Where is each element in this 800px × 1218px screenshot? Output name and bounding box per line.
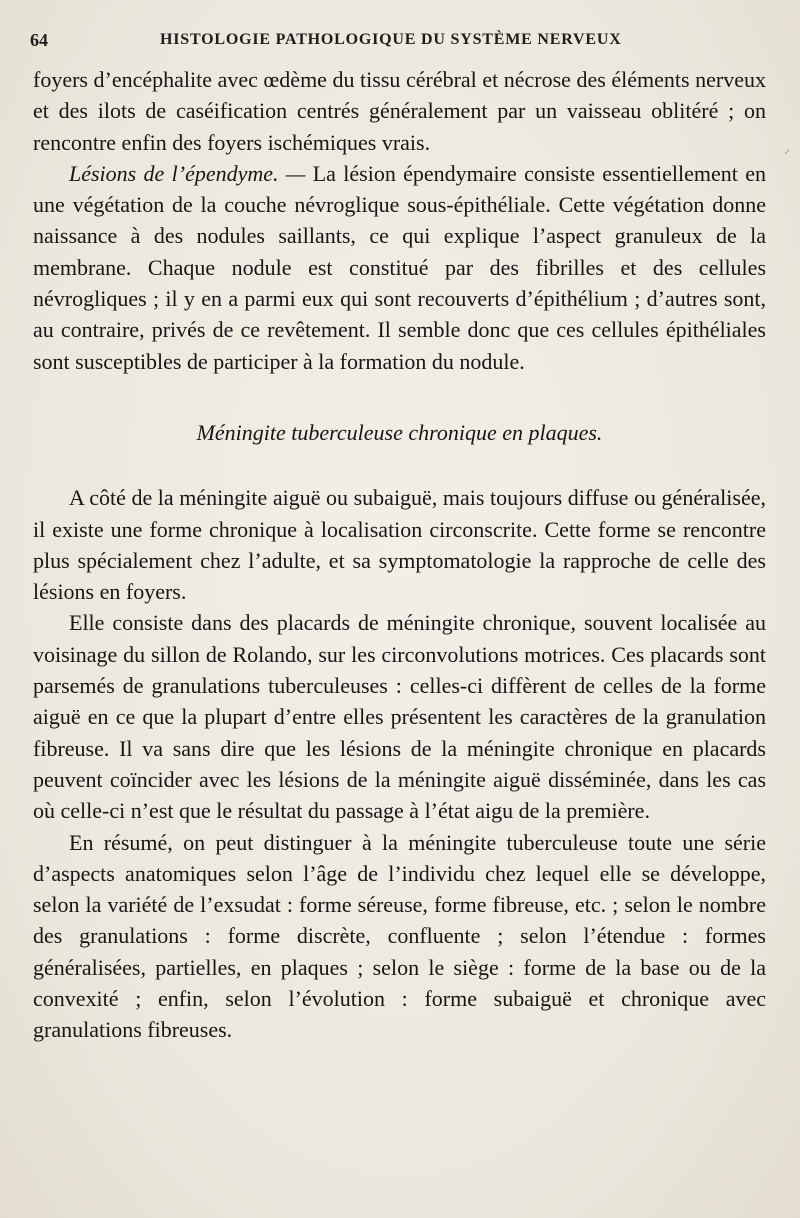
paragraph-placards: Elle consiste dans des placards de méningite chronique, souvent localisée au voisinage du sillon de Rolando, sur les circonvolutions motrices. Ces placards sont parsemés de granulations tuberculeuses : celles-ci diffèrent de celles de la forme aiguë en ce que la plupart d’entre elles présentent les caractères de la granulation fibreuse. Il va sans dire que les lésions de la méningite chronique en placards peuvent coïncider avec les lésions de la méningite aiguë disséminée, dans les cas où celle-ci n’est que le résultat du passage à l’état aigu de la première. [33, 610, 766, 824]
page-body [33, 64, 766, 1046]
ependyma-heading: Lésions de l’épendyme. — [69, 160, 306, 186]
paragraph-summary: En résumé, on peut distinguer à la méningite tuberculeuse toute une série d’aspects anatomiques selon l’âge de l’individu chez lequel elle se développe, selon la variété de l’exsudat : forme séreuse, forme fibreuse, etc. ; selon le nombre des granulations : forme discrète, confluente ; selon l’étendue : formes généralisées, partielles, en plaques ; selon le siège : forme de la base ou de la convexité ; enfin, selon l’évolution : forme subaiguë et chronique avec granulations fibreuses. [33, 829, 766, 1043]
section-title: Méningite tuberculeuse chronique en plaques. [196, 419, 603, 445]
page-header [30, 30, 760, 54]
running-title: HISTOLOGIE PATHOLOGIQUE DU SYSTÈME NERVEUX [160, 31, 622, 48]
page-number: 64 [30, 30, 48, 50]
margin-speck: ⸝ [784, 142, 791, 156]
paragraph-encephalitis: foyers d’encéphalite avec œdème du tissu cérébral et nécrose des éléments nerveux et des ilots de caséification centrés généralement par un vaisseau oblitéré ; on rencontre enfin des foyers ischémiques vrais. [33, 67, 766, 155]
paragraph-ependyma [33, 158, 766, 377]
paragraph-chronic-form: A côté de la méningite aiguë ou subaiguë, mais toujours diffuse ou généralisée, il existe une forme chronique à localisation circonscrite. Cette forme se rencontre plus spécialement chez l’adulte, et sa symptomatologie la rapproche de celle des lésions en foyers. [33, 485, 766, 605]
ependyma-text: La lésion épendymaire consiste essentiellement en une végétation de la couche névroglique sous-épithéliale. Cette végétation donne naissance à des nodules saillants, ce qui explique l’aspect granuleux de la membrane. Chaque nodule est constitué par des fibrilles et des cellules névrogliques ; il y en a parmi eux qui sont recouverts d’épithélium ; d’autres sont, au contraire, privés de ce revêtement. Il semble donc que ces cellules épithéliales sont susceptibles de participer à la formation du nodule. [33, 160, 766, 374]
